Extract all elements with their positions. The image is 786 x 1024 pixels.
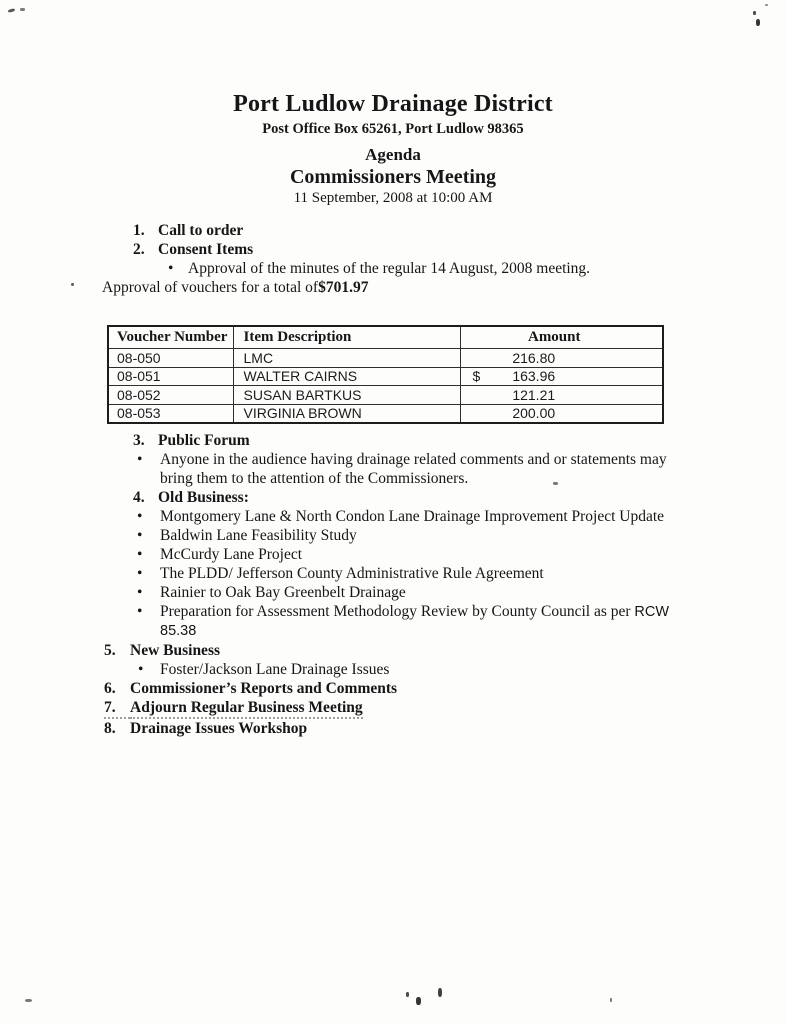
bullet-text: McCurdy Lane Project [160,546,303,563]
currency-symbol: $ [472,368,481,385]
agenda-item-2 [0,240,786,259]
bullet-text-serif-part: Preparation for Assessment Methodology Review by County Council as per [160,603,635,620]
bullet-text: Baldwin Lane Feasibility Study [160,527,357,544]
table-row [108,349,663,368]
bullet-icon: • [137,584,143,601]
bullet-text: Montgomery Lane & North Condon Lane Drainage Improvement Project Update [160,508,665,525]
item-description-cell: VIRGINIA BROWN [233,404,460,423]
amount-cell [460,386,663,405]
bullet-icon: • [137,451,143,468]
amount-cell [460,367,663,386]
document-header [0,90,786,207]
agenda-bottom-section [0,431,786,738]
scan-artifact [8,8,16,13]
bullet-icon: • [138,661,144,678]
table-row [108,367,663,386]
item-description-cell: WALTER CAIRNS [233,367,460,386]
table-row [108,404,663,423]
bullet-text: Foster/Jackson Lane Drainage Issues [160,661,390,678]
vouchers-approval-line [0,278,786,297]
amount-value: 216.80 [512,349,556,366]
scan-artifact [756,19,760,26]
bullet-text [160,602,708,641]
bullet-icon: • [168,260,174,277]
bullet-text [160,450,708,488]
item-number: 3. [133,432,145,449]
item-label: Public Forum [158,432,250,449]
vouchers-text: Approval of vouchers for a total of [102,279,319,296]
item-label: Old Business: [158,489,249,506]
item-label: Drainage Issues Workshop [130,720,308,737]
amount-cell [460,349,663,368]
bullet-text-line-1: Anyone in the audience having drainage related comments and or statements may [160,451,667,468]
po-box-address: Post Office Box 65261, Port Ludlow 98365 [262,121,524,137]
amount-value: 200.00 [512,405,556,422]
item-label: Consent Items [158,241,254,258]
item-number: 1. [133,222,145,239]
new-business-bullet-item [0,660,786,679]
agenda-item-7 [0,698,786,719]
old-business-bullet-item [0,602,786,641]
table-header-row [108,326,663,349]
agenda-top-section [0,221,786,297]
column-header-voucher-number: Voucher Number [108,326,233,349]
bullet-icon: • [137,603,143,620]
column-header-amount: Amount [460,326,663,349]
bullet-text-line-2: 85.38 [160,623,197,639]
bullet-text-line-2: bring them to the attention of the Commissioners. [160,470,469,487]
amount-value: 163.96 [512,368,556,385]
agenda-item-1 [0,221,786,240]
amount-value: 121.21 [512,386,556,403]
item-description-cell: SUSAN BARTKUS [233,386,460,405]
agenda-item-8 [0,719,786,738]
column-header-item-description: Item Description [233,326,460,349]
scan-artifact [406,992,409,997]
agenda-item-6 [0,679,786,698]
old-business-bullet-item [0,564,786,583]
item-number: 8. [104,720,116,737]
voucher-table [107,325,664,424]
scan-artifact [610,998,612,1002]
rcw-reference: RCW [634,604,670,620]
scan-artifact [416,997,421,1005]
table-row [108,386,663,405]
bullet-icon: • [137,565,143,582]
scan-artifact [753,11,756,15]
meeting-datetime: 11 September, 2008 at 10:00 AM [293,190,493,206]
bullet-icon: • [137,527,143,544]
old-business-bullet-item [0,545,786,564]
bullet-text-line-1 [160,602,708,622]
amount-cell [460,404,663,423]
item-number: 4. [133,489,145,506]
consent-bullet-item [0,259,786,278]
agenda-item-5 [0,641,786,660]
item-label: New Business [130,642,221,659]
item-number: 6. [104,680,116,697]
voucher-number-cell: 08-053 [108,404,233,423]
item-description-cell: LMC [233,349,460,368]
scan-artifact [765,4,768,6]
public-forum-bullet-item [0,450,786,488]
voucher-number-cell: 08-051 [108,367,233,386]
bullet-text: Rainier to Oak Bay Greenbelt Drainage [160,584,406,601]
item-number: 5. [104,642,116,659]
organization-title: Port Ludlow Drainage District [233,91,553,117]
bullet-text: Approval of the minutes of the regular 14 August, 2008 meeting. [188,260,591,277]
bullet-text: The PLDD/ Jefferson County Administrative Rule Agreement [160,565,544,582]
item-label: Call to order [158,222,244,239]
agenda-item-3 [0,431,786,450]
scan-artifact [438,988,442,997]
scan-artifact [25,999,32,1002]
bullet-icon: • [137,546,143,563]
voucher-number-cell: 08-050 [108,349,233,368]
item-number: 7. [104,698,130,719]
scan-artifact [20,8,25,11]
meeting-title: Commissioners Meeting [289,166,497,188]
item-label: Commissioner’s Reports and Comments [130,680,398,697]
document-type-label: Agenda [365,145,421,164]
bullet-icon: • [137,508,143,525]
old-business-bullet-item [0,507,786,526]
vouchers-total: $701.97 [318,279,369,296]
old-business-bullet-item [0,583,786,602]
item-number: 2. [133,241,145,258]
item-label: Adjourn Regular Business Meeting [130,698,363,719]
old-business-bullet-item [0,526,786,545]
agenda-item-4 [0,488,786,507]
voucher-number-cell: 08-052 [108,386,233,405]
